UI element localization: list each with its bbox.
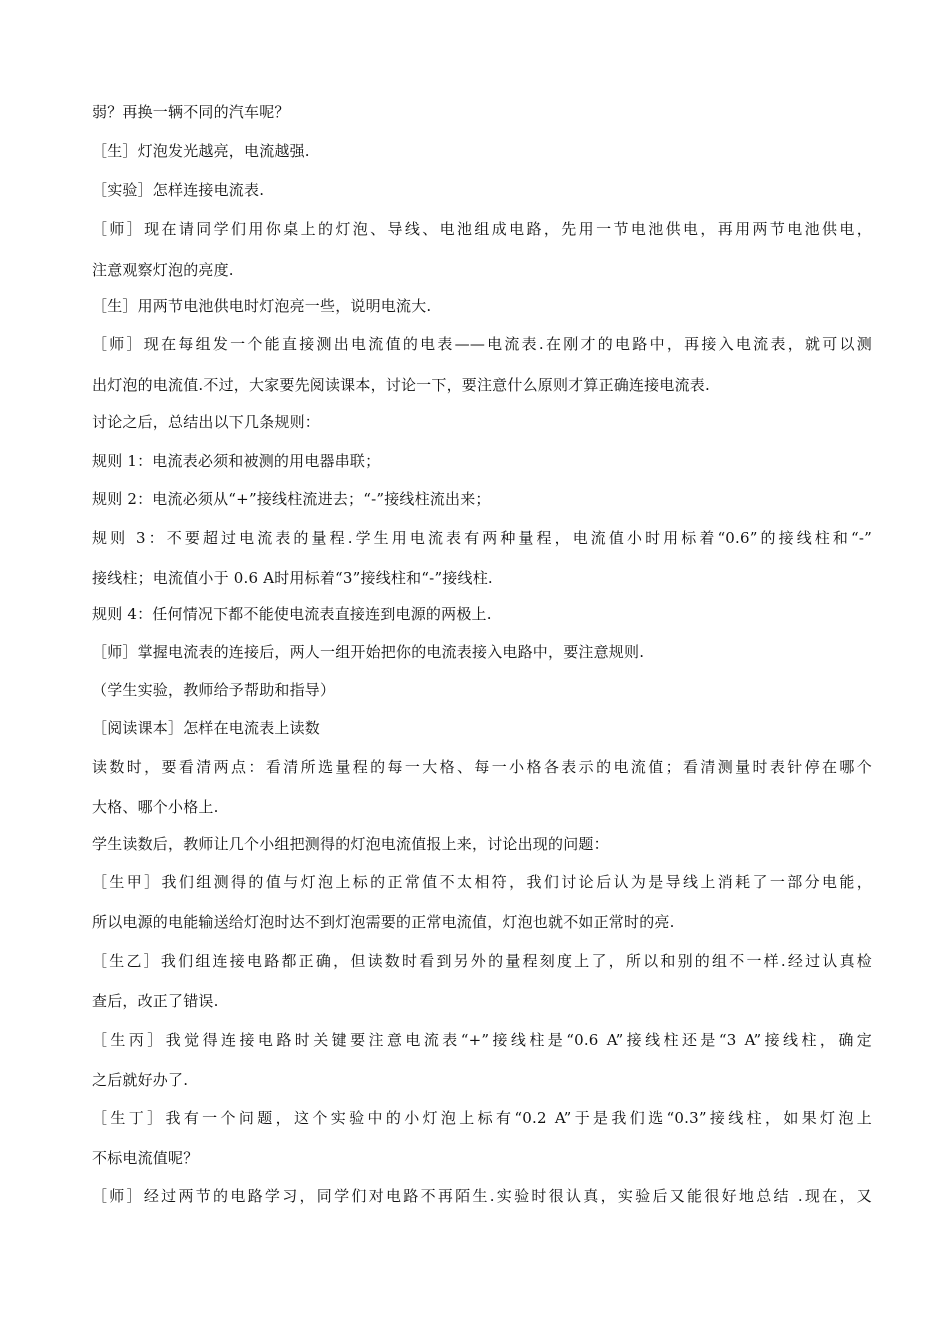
text-line: ［生］灯泡发光越亮，电流越强. — [92, 142, 310, 160]
text-line: 之后就好办了. — [92, 1071, 189, 1089]
text-line: ［师］经过两节的电路学习，同学们对电路不再陌生.实验时很认真，实验后又能很好地总结 .现在，又 — [92, 1187, 872, 1205]
text-line: ［师］现在每组发一个能直接测出电流值的电表——电流表.在刚才的电路中，再接入电流表，就可以测 — [92, 335, 872, 353]
text-line: 讨论之后，总结出以下几条规则： — [92, 413, 321, 431]
text-line: 大格、哪个小格上. — [92, 798, 219, 816]
text-line: 规则 4：任何情况下都不能使电流表直接连到电源的两极上. — [92, 605, 492, 623]
text-line: ［师］掌握电流表的连接后，两人一组开始把你的电流表接入电路中，要注意规则. — [92, 643, 645, 661]
text-line: ［生］用两节电池供电时灯泡亮一些，说明电流大. — [92, 297, 432, 315]
text-line: 接线柱；电流值小于 0.6 A时用标着“3”接线柱和“-”接线柱. — [92, 569, 493, 587]
text-line: 所以电源的电能输送给灯泡时达不到灯泡需要的正常电流值，灯泡也就不如正常时的亮. — [92, 913, 675, 931]
text-line: 规则 3：不要超过电流表的量程.学生用电流表有两种量程，电流值小时用标着“0.6”的接线柱和“-” — [92, 529, 872, 547]
text-line: （学生实验，教师给予帮助和指导） — [92, 681, 336, 699]
text-line: ［阅读课本］怎样在电流表上读数 — [92, 719, 321, 737]
text-line: ［生乙］我们组连接电路都正确，但读数时看到另外的量程刻度上了，所以和别的组不一样.经过认真检 — [92, 952, 872, 970]
text-line: ［师］现在请同学们用你桌上的灯泡、导线、电池组成电路，先用一节电池供电，再用两节电池供电， — [92, 220, 872, 238]
text-line: 学生读数后，教师让几个小组把测得的灯泡电流值报上来，讨论出现的问题： — [92, 835, 609, 853]
text-line: ［生丙］我觉得连接电路时关键要注意电流表“+”接线柱是“0.6 A”接线柱还是“3 A”接线柱，确定 — [92, 1031, 872, 1049]
text-line: ［生甲］我们组测得的值与灯泡上标的正常值不太相符，我们讨论后认为是导线上消耗了一部分电能， — [92, 873, 872, 891]
text-line: 查后，改正了错误. — [92, 992, 219, 1010]
text-line: 不标电流值呢？ — [92, 1149, 199, 1167]
text-line: 规则 1：电流表必须和被测的用电器串联； — [92, 452, 381, 470]
text-line: 弱？再换一辆不同的汽车呢？ — [92, 103, 290, 121]
text-line: 规则 2：电流必须从“+”接线柱流进去；“-”接线柱流出来； — [92, 490, 491, 508]
text-line: 出灯泡的电流值.不过，大家要先阅读课本，讨论一下，要注意什么原则才算正确连接电流表. — [92, 376, 710, 394]
text-line: 读数时，要看清两点：看清所选量程的每一大格、每一小格各表示的电流值；看清测量时表针停在哪个 — [92, 758, 872, 776]
text-line: ［生丁］我有一个问题，这个实验中的小灯泡上标有“0.2 A”于是我们选“0.3”接线柱，如果灯泡上 — [92, 1109, 872, 1127]
text-line: ［实验］怎样连接电流表. — [92, 181, 265, 199]
text-line: 注意观察灯泡的亮度. — [92, 261, 234, 279]
